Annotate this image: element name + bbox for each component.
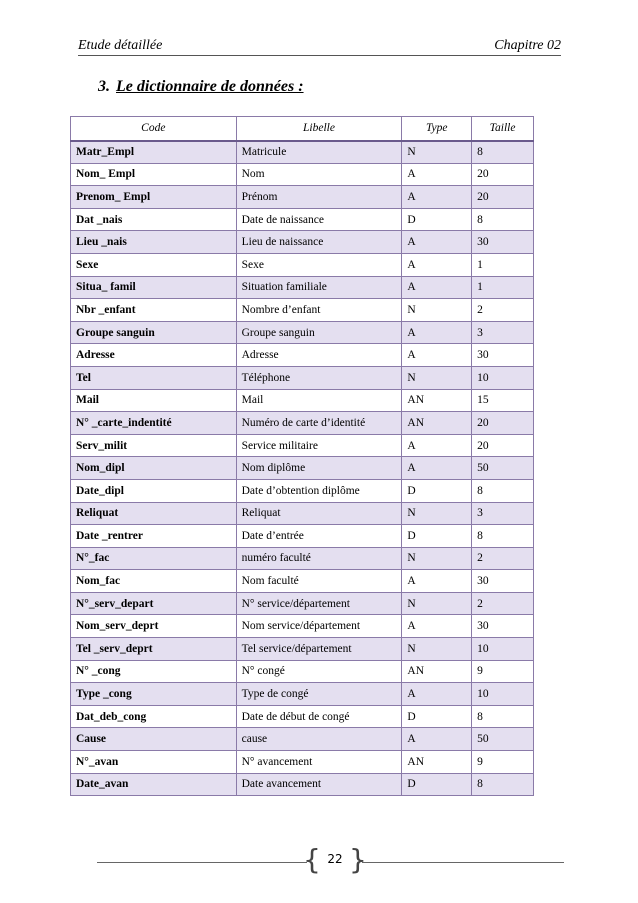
table-row [71,638,534,661]
table-row [71,728,534,751]
cell-libelle: N° congé [236,660,402,683]
cell-taille: 8 [472,525,534,548]
table-row [71,570,534,593]
cell-type: A [402,186,472,209]
cell-libelle: Sexe [236,253,402,276]
cell-type: AN [402,660,472,683]
cell-taille: 15 [472,389,534,412]
cell-taille: 2 [472,592,534,615]
table-row [71,231,534,254]
table-row [71,163,534,186]
cell-code: Situa_ famil [71,276,237,299]
cell-libelle: Service militaire [236,434,402,457]
header-rule [78,55,561,56]
cell-code: Groupe sanguin [71,321,237,344]
cell-libelle: Tel service/département [236,638,402,661]
cell-libelle: Date de naissance [236,208,402,231]
cell-libelle: N° avancement [236,751,402,774]
section-title [98,78,304,96]
table-header-row [71,117,534,141]
cell-libelle: Groupe sanguin [236,321,402,344]
cell-libelle: Prénom [236,186,402,209]
cell-taille: 8 [472,773,534,796]
cell-taille: 2 [472,299,534,322]
cell-taille: 30 [472,615,534,638]
cell-libelle: Nombre d’enfant [236,299,402,322]
cell-taille: 30 [472,570,534,593]
table-body [71,141,534,796]
cell-libelle: Numéro de carte d’identité [236,412,402,435]
cell-libelle: Type de congé [236,683,402,706]
cell-taille: 8 [472,705,534,728]
table-row [71,479,534,502]
section-number: 3. [98,78,110,95]
cell-libelle: Date de début de congé [236,705,402,728]
cell-libelle: Matricule [236,141,402,164]
cell-code: N°_avan [71,751,237,774]
cell-libelle: N° service/département [236,592,402,615]
section-title-text: Le dictionnaire de données : [116,78,304,95]
table-row [71,253,534,276]
running-header-left: Etude détaillée [78,38,163,53]
cell-type: D [402,773,472,796]
column-header-type: Type [402,117,472,141]
cell-type: A [402,253,472,276]
column-header-libelle: Libelle [236,117,402,141]
cell-code: Type _cong [71,683,237,706]
cell-code: Date _rentrer [71,525,237,548]
table-row [71,366,534,389]
table-row [71,773,534,796]
cell-libelle: Adresse [236,344,402,367]
cell-type: A [402,728,472,751]
table-row [71,276,534,299]
cell-code: Nom_dipl [71,457,237,480]
table-row [71,525,534,548]
cell-taille: 10 [472,683,534,706]
data-dictionary-table [70,116,534,796]
table-row [71,434,534,457]
cell-libelle: Nom faculté [236,570,402,593]
table-row [71,751,534,774]
left-brace-icon: { [303,843,321,876]
cell-taille: 20 [472,186,534,209]
cell-taille: 30 [472,231,534,254]
cell-code: N°_fac [71,547,237,570]
cell-type: N [402,547,472,570]
cell-code: N° _cong [71,660,237,683]
cell-libelle: Lieu de naissance [236,231,402,254]
table-row [71,412,534,435]
cell-taille: 3 [472,502,534,525]
cell-type: N [402,638,472,661]
cell-taille: 9 [472,660,534,683]
cell-type: D [402,525,472,548]
cell-code: Nom_serv_deprt [71,615,237,638]
cell-code: Tel _serv_deprt [71,638,237,661]
cell-code: Date_dipl [71,479,237,502]
cell-taille: 8 [472,479,534,502]
table-row [71,705,534,728]
table-row [71,208,534,231]
cell-code: Nbr _enfant [71,299,237,322]
cell-libelle: Date avancement [236,773,402,796]
cell-type: A [402,276,472,299]
table-row [71,683,534,706]
cell-code: Tel [71,366,237,389]
footer-rule-right [362,862,564,863]
column-header-taille: Taille [472,117,534,141]
cell-taille: 8 [472,208,534,231]
running-header-right: Chapitre 02 [494,38,561,53]
cell-taille: 9 [472,751,534,774]
right-brace-icon: } [349,843,367,876]
cell-libelle: Mail [236,389,402,412]
cell-libelle: Date d’entrée [236,525,402,548]
cell-type: D [402,208,472,231]
cell-type: D [402,705,472,728]
table-row [71,321,534,344]
cell-taille: 20 [472,163,534,186]
cell-type: A [402,344,472,367]
cell-code: N° _carte_indentité [71,412,237,435]
cell-type: A [402,231,472,254]
cell-code: Lieu _nais [71,231,237,254]
table-row [71,615,534,638]
table-row [71,592,534,615]
cell-taille: 1 [472,276,534,299]
cell-code: N°_serv_depart [71,592,237,615]
cell-libelle: Situation familiale [236,276,402,299]
cell-libelle: Date d’obtention diplôme [236,479,402,502]
cell-taille: 50 [472,728,534,751]
cell-taille: 8 [472,141,534,164]
cell-taille: 3 [472,321,534,344]
cell-type: A [402,434,472,457]
cell-code: Nom_fac [71,570,237,593]
cell-taille: 10 [472,638,534,661]
cell-taille: 10 [472,366,534,389]
table-row [71,186,534,209]
table-row [71,344,534,367]
cell-type: A [402,457,472,480]
cell-taille: 30 [472,344,534,367]
cell-code: Serv_milit [71,434,237,457]
cell-libelle: Nom [236,163,402,186]
cell-code: Dat _nais [71,208,237,231]
cell-taille: 2 [472,547,534,570]
cell-type: AN [402,389,472,412]
cell-type: AN [402,751,472,774]
footer-rule-left [97,862,307,863]
cell-libelle: numéro faculté [236,547,402,570]
cell-code: Dat_deb_cong [71,705,237,728]
cell-taille: 20 [472,412,534,435]
cell-type: N [402,592,472,615]
cell-type: N [402,141,472,164]
cell-code: Nom_ Empl [71,163,237,186]
cell-code: Adresse [71,344,237,367]
cell-taille: 20 [472,434,534,457]
cell-type: AN [402,412,472,435]
cell-code: Date_avan [71,773,237,796]
cell-type: D [402,479,472,502]
cell-libelle: Téléphone [236,366,402,389]
cell-type: A [402,321,472,344]
cell-code: Mail [71,389,237,412]
cell-libelle: Nom service/département [236,615,402,638]
table-row [71,141,534,164]
table-row [71,547,534,570]
cell-libelle: Nom diplôme [236,457,402,480]
cell-code: Reliquat [71,502,237,525]
cell-type: N [402,502,472,525]
cell-type: N [402,366,472,389]
column-header-code: Code [71,117,237,141]
cell-code: Prenom_ Empl [71,186,237,209]
cell-libelle: cause [236,728,402,751]
cell-type: A [402,570,472,593]
page-number: 22 [327,852,343,866]
cell-taille: 1 [472,253,534,276]
table-row [71,660,534,683]
cell-code: Sexe [71,253,237,276]
cell-libelle: Reliquat [236,502,402,525]
cell-type: N [402,299,472,322]
cell-code: Cause [71,728,237,751]
table-row [71,457,534,480]
cell-type: A [402,683,472,706]
table-row [71,502,534,525]
cell-type: A [402,163,472,186]
table-row [71,299,534,322]
table-row [71,389,534,412]
cell-taille: 50 [472,457,534,480]
cell-type: A [402,615,472,638]
cell-code: Matr_Empl [71,141,237,164]
